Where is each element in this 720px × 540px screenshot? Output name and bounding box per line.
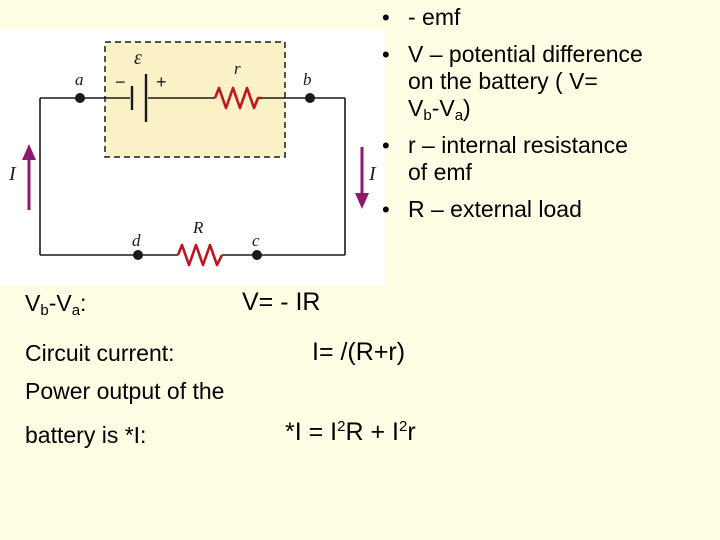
potential-difference-line2: on the battery ( V= [408,68,598,94]
internal-r-label: r [234,59,241,78]
bullet-icon: • [382,42,390,67]
list-item-external-load [380,196,715,223]
definitions-list [380,4,715,233]
circuit-current-label: Circuit current: [25,340,175,366]
bullet-icon: • [382,5,390,30]
internal-resistance-line2: of emf [408,159,472,185]
vb-va-text: $V_b-V_a$) [408,95,471,124]
terminal-voltage-equation: V= - IR [242,288,321,316]
bullet-icon: • [382,197,390,222]
potential-difference-line1: V – potential difference [408,41,643,67]
current-arrow-right [355,147,369,209]
list-item-emf [380,4,715,31]
node-d-dot [133,250,143,260]
emf-symbol-label: ε [134,47,142,69]
current-left-label: I [9,163,16,185]
circuit-diagram [0,30,385,285]
node-b-label: b [303,70,312,89]
node-b-dot [305,93,315,103]
bullet-icon: • [382,133,390,158]
current-right-label: I [369,163,376,185]
circuit-svg [0,30,385,285]
load-R-label: R [193,218,204,237]
emf-definition: - emf [408,4,461,30]
external-load-definition: R – external load [408,196,582,222]
node-d-label: d [132,231,141,250]
power-label-line2: battery is *I: [25,422,147,448]
internal-resistance-line1: r – internal resistance [408,132,628,158]
list-item-potential-difference [380,41,715,122]
load-resistor [178,245,222,265]
plus-sign: + [156,72,167,92]
circuit-current-equation: I= /(R+r) [312,338,406,366]
node-a-label: a [75,70,84,89]
vb-va-label: $V_b-V_a$: [25,290,87,319]
minus-sign: − [115,72,126,92]
list-item-internal-resistance [380,132,715,186]
node-c-label: c [252,231,260,250]
node-a-dot [75,93,85,103]
power-label-line1: Power output of the [25,378,225,404]
current-arrow-left [22,144,36,210]
power-equation: $*I = I^2R + I^2r$ [285,418,416,446]
node-c-dot [252,250,262,260]
